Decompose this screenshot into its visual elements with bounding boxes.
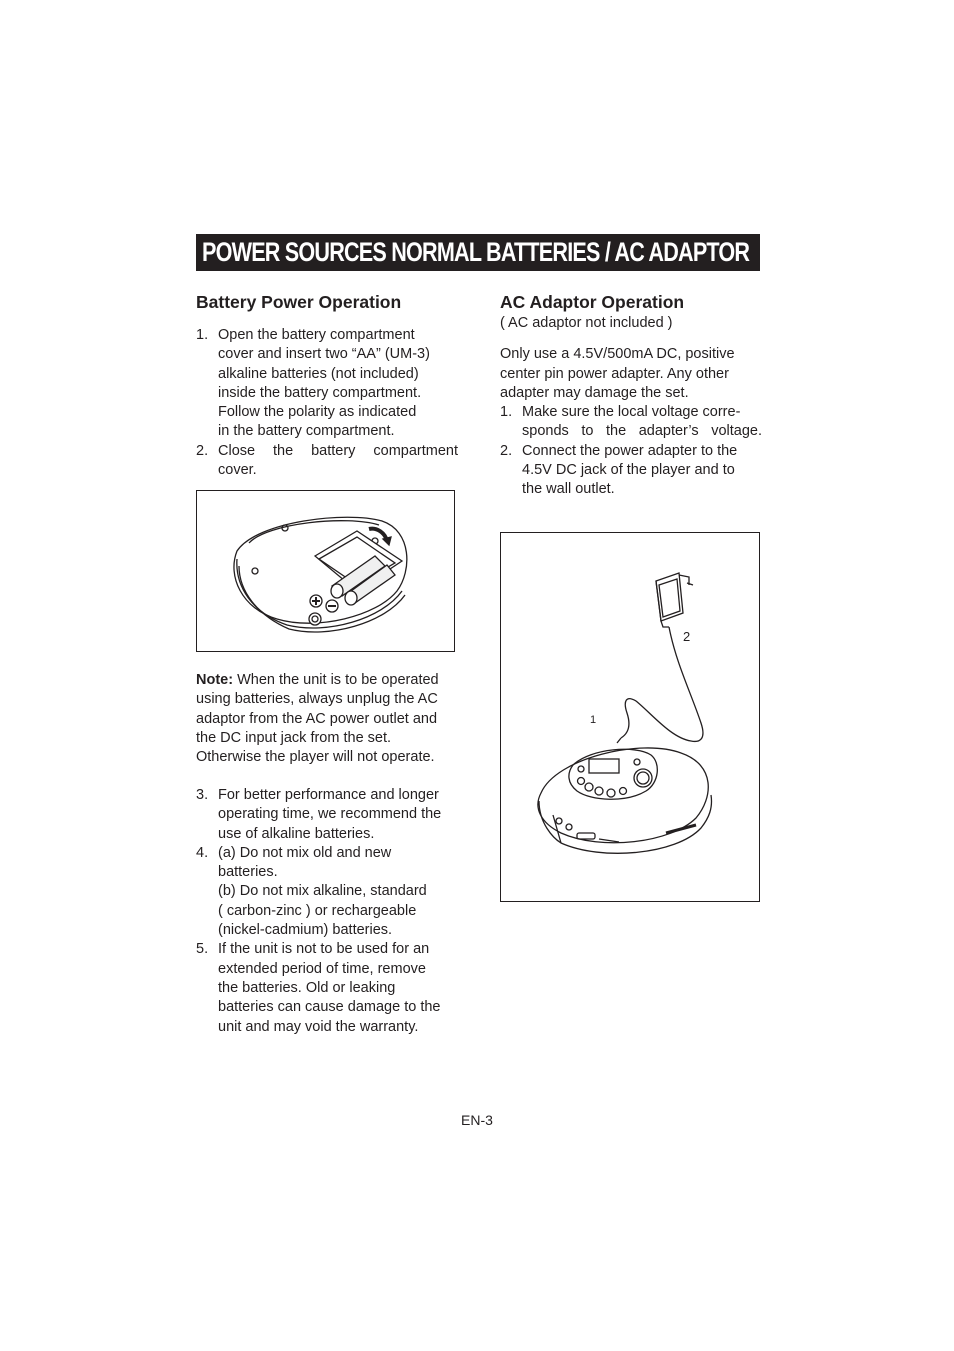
section-title: POWER SOURCES NORMAL BATTERIES / AC ADAPTOR	[202, 237, 750, 267]
cable-label-1: 1	[590, 714, 597, 726]
step-number: 3.	[196, 787, 209, 803]
ac-adaptor-illustration	[501, 533, 759, 901]
step-line: (b) Do not mix alkaline, standard	[218, 883, 427, 900]
step-line: (a) Do not mix old and new	[218, 844, 392, 861]
intro-line: adapter may damage the set.	[500, 384, 689, 401]
battery-compartment-figure	[196, 490, 455, 652]
step-line: cover and insert two “AA” (UM-3)	[218, 346, 430, 363]
section-title-banner	[196, 234, 760, 271]
step-line: (nickel-cadmium) batteries.	[218, 922, 393, 939]
step-number: 2.	[196, 442, 209, 459]
step-line: unit and may void the warranty.	[218, 1018, 419, 1035]
step-line: For better performance and longer	[218, 787, 439, 803]
adaptor-heading: AC Adaptor Operation	[500, 292, 685, 312]
note-line: adaptor from the AC power outlet and	[196, 710, 438, 727]
step-number: 5.	[196, 941, 209, 958]
adaptor-section	[500, 290, 762, 500]
step-line: operating time, we recommend the	[218, 806, 442, 823]
battery-heading: Battery Power Operation	[196, 292, 402, 312]
battery-tips-list	[196, 786, 458, 1037]
note-line: using batteries, always unplug the AC	[196, 691, 438, 708]
step-line: If the unit is not to be used for an	[218, 941, 430, 958]
note-paragraph	[196, 671, 458, 767]
step-line: use of alkaline batteries.	[218, 825, 375, 842]
step-line: in the battery compartment.	[218, 423, 395, 440]
intro-line: center pin power adapter. Any other	[500, 365, 729, 382]
cable-label-2: 2	[683, 629, 691, 644]
battery-section	[196, 290, 458, 480]
step-line: extended period of time, remove	[218, 960, 426, 977]
page-number: EN-3	[461, 1112, 493, 1128]
note-text: When the unit is to be operated	[233, 672, 439, 688]
list-item	[196, 442, 458, 481]
step-number: 1.	[500, 404, 513, 421]
adaptor-steps	[500, 403, 762, 499]
step-line: batteries.	[218, 864, 278, 881]
step-line: Make sure the local voltage corre-	[522, 404, 741, 421]
battery-compartment-illustration	[197, 491, 454, 651]
step-line: Connect the power adapter to the	[522, 442, 738, 459]
note-line: Otherwise the player will not operate.	[196, 749, 435, 766]
note-line: the DC input jack from the set.	[196, 729, 392, 746]
step-line: alkaline batteries (not included)	[218, 365, 419, 382]
list-item	[500, 442, 762, 500]
step-number: 1.	[196, 327, 209, 343]
step-line: batteries can cause damage to the	[218, 999, 441, 1016]
adaptor-subheading: ( AC adaptor not included )	[500, 315, 673, 331]
list-item	[196, 326, 458, 442]
list-item	[196, 844, 458, 940]
step-line: Open the battery compartment	[218, 327, 415, 343]
intro-line: Only use a 4.5V/500mA DC, positive	[500, 346, 735, 363]
adaptor-intro	[500, 345, 762, 403]
step-line: 4.5V DC jack of the player and to	[522, 462, 735, 479]
step-line: sponds to the adapter’s voltage.	[522, 423, 762, 440]
note-first-line	[196, 671, 458, 690]
step-line: Follow the polarity as indicated	[218, 404, 417, 421]
step-line: the batteries. Old or leaking	[218, 979, 396, 996]
ac-adaptor-figure	[500, 532, 760, 902]
step-line: the wall outlet.	[522, 481, 615, 498]
battery-tips	[196, 786, 458, 1037]
note-label: Note:	[196, 672, 234, 688]
list-item	[196, 940, 458, 1036]
list-item	[500, 403, 762, 442]
list-item	[196, 786, 458, 844]
step-number: 2.	[500, 442, 513, 459]
step-line: inside the battery compartment.	[218, 384, 422, 401]
step-line: ( carbon-zinc ) or rechargeable	[218, 902, 417, 919]
step-line: cover.	[218, 462, 257, 479]
battery-steps	[196, 326, 458, 480]
step-line: Close the battery compartment	[218, 442, 458, 459]
step-number: 4.	[196, 844, 209, 861]
